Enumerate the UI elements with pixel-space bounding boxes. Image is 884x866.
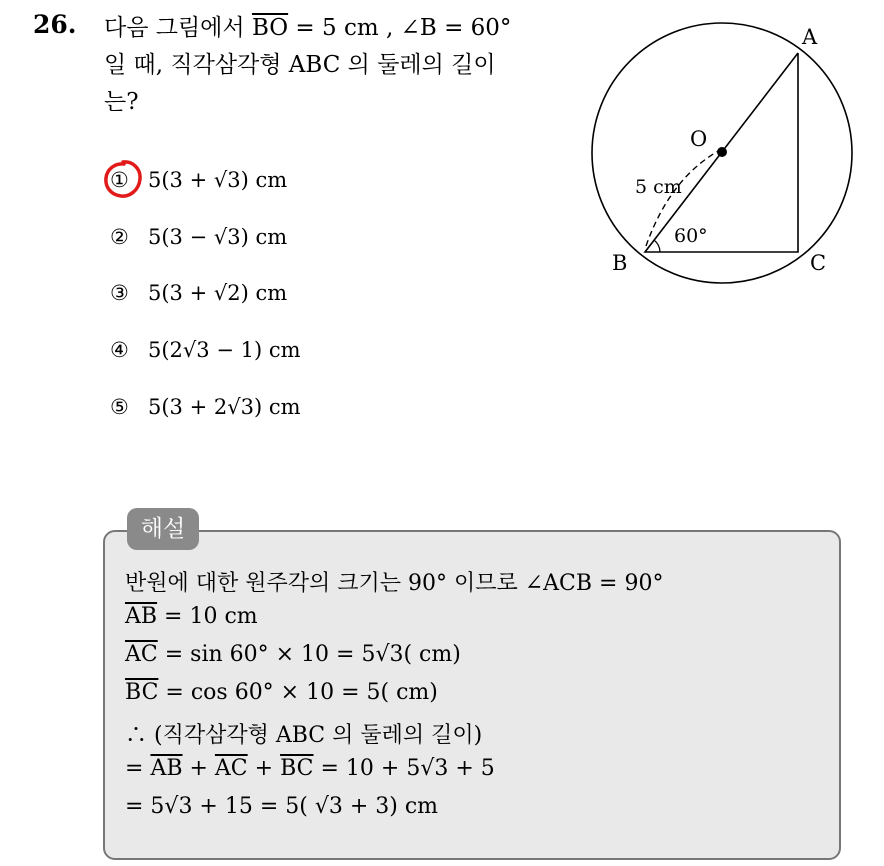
solution-line-7: = 5√3 + 15 = 5( √3 + 3) cm bbox=[125, 794, 439, 819]
label-angle: 60° bbox=[674, 225, 708, 247]
label-b: B bbox=[612, 251, 628, 275]
center-point bbox=[717, 147, 727, 157]
question-line-2: 일 때, 직각삼각형 ABC 의 둘레의 길이 bbox=[104, 52, 496, 78]
question-text bbox=[104, 10, 564, 121]
label-c: C bbox=[810, 251, 827, 275]
choice-3[interactable]: ③ 5(3 + √2) cm bbox=[110, 281, 288, 305]
label-o: O bbox=[690, 127, 708, 151]
choice-1[interactable]: ① 5(3 + √3) cm bbox=[110, 168, 288, 192]
solution-line-2: $\overline{AB} = 10$ cm bbox=[125, 604, 258, 629]
angle-arc bbox=[654, 240, 660, 252]
segment-bo: $\overline{BO}$ bbox=[251, 15, 289, 41]
choice-2[interactable]: ② 5(3 − √3) cm bbox=[110, 225, 288, 249]
circle-triangle-diagram bbox=[580, 18, 880, 288]
label-length: 5 cm bbox=[635, 176, 682, 198]
solution-line-1: 반원에 대한 원주각의 크기는 90° 이므로 ∠ACB = 90° bbox=[125, 571, 664, 596]
solution-line-5: ∴ (직각삼각형 ABC 의 둘레의 길이) bbox=[125, 723, 483, 748]
solution-line-3: $\overline{AC} = \sin 60^\circ \times 10 = 5√3$( cm) bbox=[125, 642, 461, 667]
choice-4[interactable]: ④ 5(2√3 − 1) cm bbox=[110, 338, 301, 362]
label-a: A bbox=[802, 25, 818, 49]
solution-line-6: = $\overline{AB} + \overline{AC} + \overline{BC} = 10 + 5√3 + 5$ bbox=[125, 756, 495, 781]
question-number: 26. bbox=[33, 10, 77, 39]
question-line-3: 는? bbox=[104, 89, 139, 115]
solution-line-4: $\overline{BC} = \cos 60^\circ \times 10 = 5$( cm) bbox=[125, 680, 438, 705]
question-line-1: 다음 그림에서 $\overline{BO} = 5$ cm , ∠B = 60° bbox=[104, 15, 512, 41]
choice-5[interactable]: ⑤ 5(3 + 2√3) cm bbox=[110, 395, 301, 419]
solution-tag: 해설 bbox=[127, 508, 199, 550]
